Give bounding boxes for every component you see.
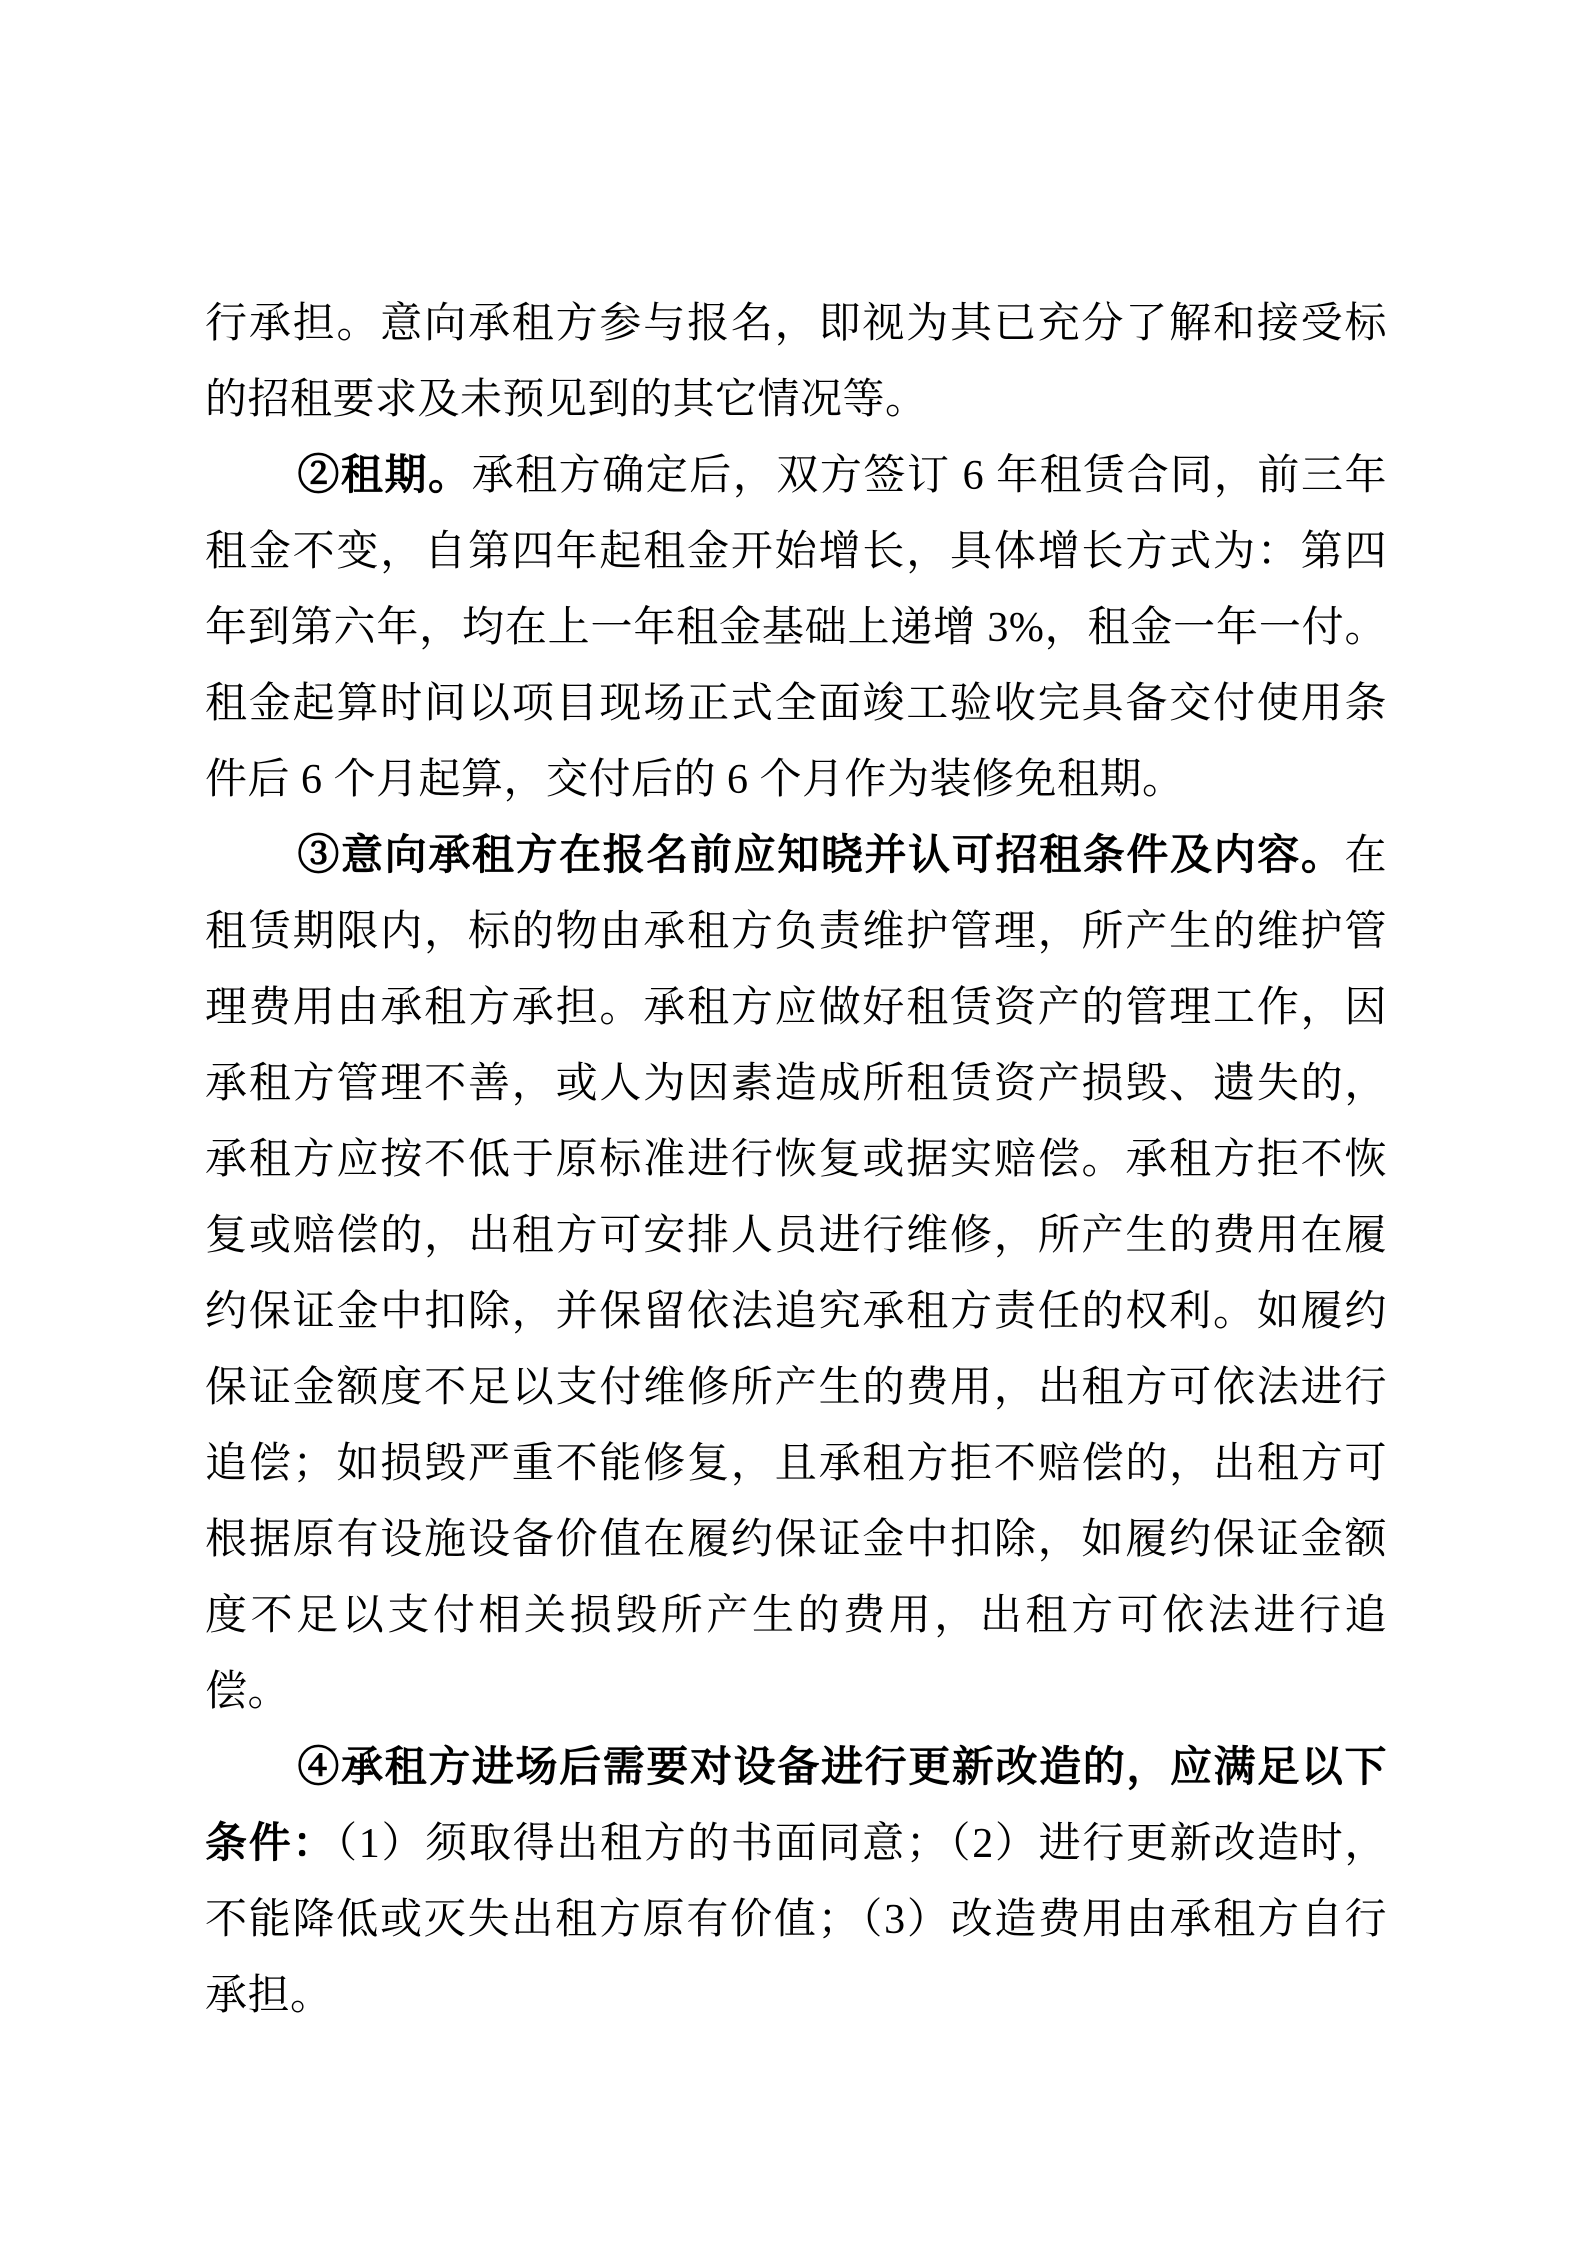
paragraph-body-text: （1）须取得出租方的书面同意；（2）进行更新改造时，不能降低或灭失出租方原有价值；（3）改造费用由承租方自行承担。	[205, 1821, 1387, 2019]
paragraph-body-text: 承租方确定后，双方签订 6 年租赁合同，前三年租金不变，自第四年起租金开始增长，具体增长方式为：第四年到第六年，均在上一年租金基础上递增 3%，租金一年一付。租金起算时间以项目现场正式全面竣工验收完具备交付使用条件后 6 个月起算，交付后的 6 个月作为装修免租期。	[205, 453, 1387, 803]
paragraph-lead-bold-text: ②租期。	[297, 453, 472, 499]
paragraph	[205, 438, 1387, 818]
paragraph-body-text: 在租赁期限内，标的物由承租方负责维护管理，所产生的维护管理费用由承租方承担。承租方应做好租赁资产的管理工作，因承租方管理不善，或人为因素造成所租赁资产损毁、遗失的，承租方应按不低于原标准进行恢复或据实赔偿。承租方拒不恢复或赔偿的，出租方可安排人员进行维修，所产生的费用在履约保证金中扣除，并保留依法追究承租方责任的权利。如履约保证金额度不足以支付维修所产生的费用，出租方可依法进行追偿；如损毁严重不能修复，且承租方拒不赔偿的，出租方可根据原有设施设备价值在履约保证金中扣除，如履约保证金额度不足以支付相关损毁所产生的费用，出租方可依法进行追偿。	[205, 833, 1387, 1715]
paragraph	[205, 1730, 1387, 2034]
paragraph	[205, 286, 1387, 438]
paragraph-lead-bold-text: ③意向承租方在报名前应知晓并认可招租条件及内容。	[297, 833, 1345, 879]
paragraph-lead-bold-text: ④承租方进场后需要对设备进行更新改造的，应满足以下条件：	[205, 1745, 1387, 1867]
document-body	[205, 286, 1387, 2034]
paragraph	[205, 818, 1387, 1730]
paragraph-body-text: 行承担。意向承租方参与报名，即视为其已充分了解和接受标的招租要求及未预见到的其它情况等。	[205, 301, 1387, 423]
